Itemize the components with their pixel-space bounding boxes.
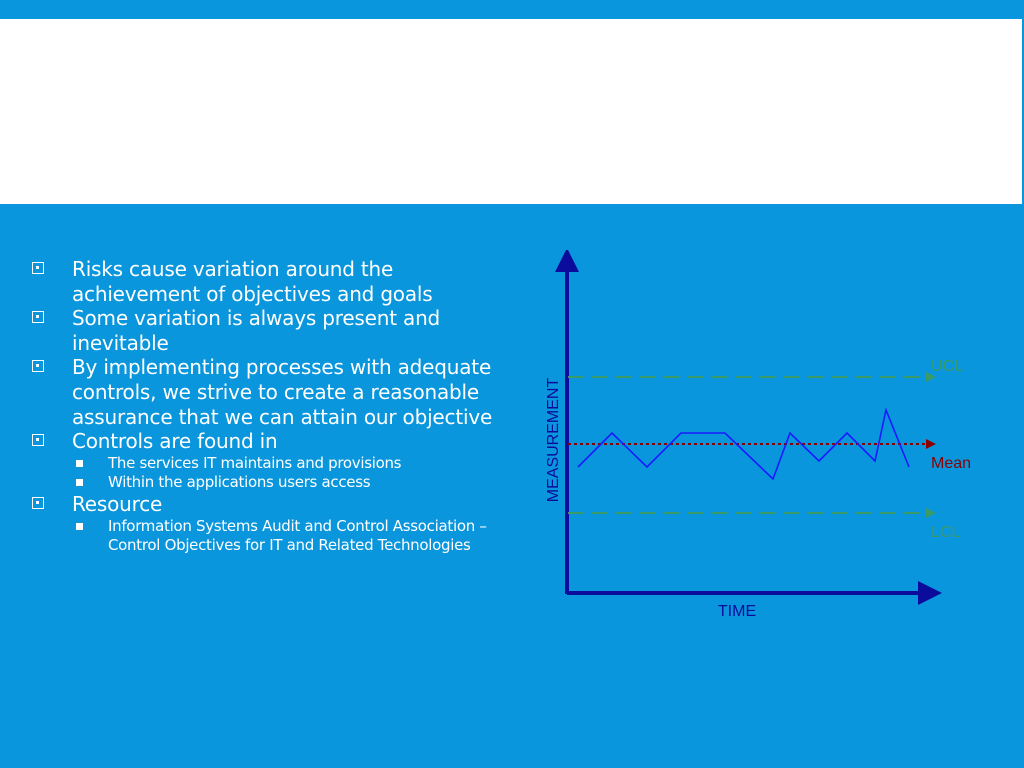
sub-bullet-item — [28, 454, 508, 473]
bullet-item — [28, 306, 508, 355]
square-bullet-icon — [32, 262, 44, 274]
sub-bullet-item — [28, 517, 508, 556]
sub-bullet-item — [28, 473, 508, 492]
small-square-bullet-icon — [76, 479, 83, 486]
ucl-label: UCL — [931, 358, 964, 375]
x-axis-label: TIME — [717, 603, 757, 620]
control-chart-diagram — [530, 250, 1000, 630]
sub-bullet-text: Within the applications users access — [108, 473, 371, 492]
bullet-text: Some variation is always present and inevitable — [72, 306, 441, 355]
lcl-label: LCL — [931, 524, 961, 541]
y-axis-label: MEASUREMENT — [545, 377, 562, 503]
bullet-item — [28, 492, 508, 517]
square-bullet-icon — [32, 311, 44, 323]
square-bullet-icon — [32, 360, 44, 372]
bullet-item — [28, 429, 508, 454]
mean-label: Mean — [931, 455, 972, 472]
small-square-bullet-icon — [76, 523, 83, 530]
bullet-text: By implementing processes with adequate controls, we strive to create a reasonable assurance that we can attain our objective — [72, 355, 493, 429]
square-bullet-icon — [32, 497, 44, 509]
bullet-text: Resource — [72, 492, 163, 517]
title-band — [0, 19, 1022, 204]
bullet-text: Risks cause variation around the achievement of objectives and goals — [72, 257, 433, 306]
bullet-item — [28, 257, 508, 306]
sub-bullet-text: Information Systems Audit and Control Association – Control Objectives for IT and Related Technologies — [108, 516, 487, 555]
square-bullet-icon — [32, 434, 44, 446]
sub-bullet-text: The services IT maintains and provisions — [108, 453, 402, 472]
bullet-item — [28, 355, 508, 429]
top-accent-strip — [0, 0, 1024, 19]
bullet-text: Controls are found in — [72, 429, 278, 454]
bullet-list — [28, 257, 508, 556]
small-square-bullet-icon — [76, 460, 83, 467]
